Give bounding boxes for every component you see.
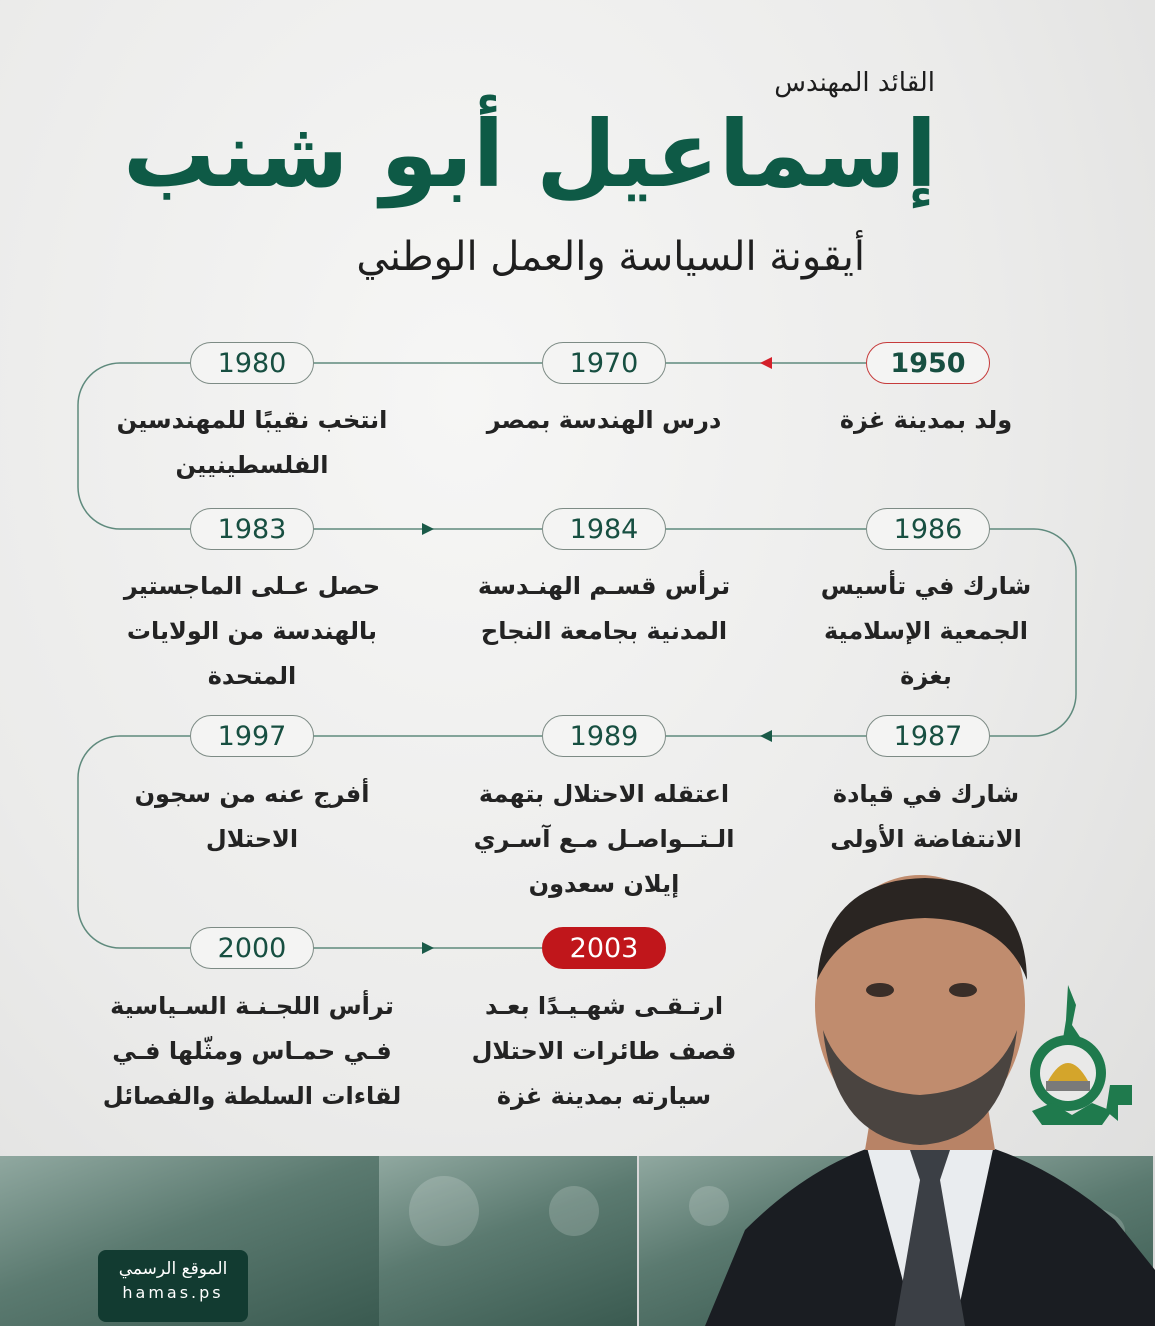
year-pill-1983: 1983 bbox=[190, 508, 314, 550]
year-pill-1987: 1987 bbox=[866, 715, 990, 757]
hamas-emblem-icon bbox=[1022, 985, 1140, 1135]
header-subtitle: القائد المهندس bbox=[774, 68, 935, 98]
event-text-1989: اعتقله الاحتلال بتهمة الـتــواصـل مـع آسـري إيلان سعدون bbox=[473, 780, 735, 898]
event-text-1984: ترأس قسـم الهنـدسة المدنية بجامعة النجاح bbox=[477, 572, 731, 645]
event-text-2003: ارتـقـى شهـيـدًا بعـد قصف طائرات الاحتلال سيارته بمدينة غزة bbox=[471, 992, 737, 1110]
page-title: إسماعيل أبو شنب bbox=[123, 101, 937, 208]
year-pill-1980: 1980 bbox=[190, 342, 314, 384]
site-badge bbox=[98, 1250, 248, 1322]
event-text-1970: درس الهندسة بمصر bbox=[486, 406, 722, 434]
year-pill-1950: 1950 bbox=[866, 342, 990, 384]
archive-photo-3 bbox=[379, 1156, 639, 1326]
arrow-icon-1 bbox=[760, 357, 772, 369]
year-pill-1984: 1984 bbox=[542, 508, 666, 550]
year-pill-2000: 2000 bbox=[190, 927, 314, 969]
year-pill-1989: 1989 bbox=[542, 715, 666, 757]
arrow-icon-3 bbox=[760, 730, 772, 742]
badge-label: الموقع الرسمي bbox=[118, 1259, 228, 1279]
event-text-1950: ولد بمدينة غزة bbox=[839, 406, 1013, 434]
event-text-1980: انتخب نقيبًا للمهندسين الفلسطينيين bbox=[116, 406, 388, 479]
event-text-1983: حصل عـلى الماجستير بالهندسة من الولايات المتحدة bbox=[123, 572, 381, 690]
event-text-1987: شارك في قيادة الانتفاضة الأولى bbox=[830, 780, 1022, 853]
arrow-icon-4 bbox=[422, 942, 434, 954]
event-text-2000: ترأس اللجـنـة السـياسية فـي حمـاس ومثّلها فـي لقاءات السلطة والفصائل bbox=[102, 992, 402, 1110]
year-pill-1970: 1970 bbox=[542, 342, 666, 384]
year-pill-2003: 2003 bbox=[542, 927, 666, 969]
year-pill-1986: 1986 bbox=[866, 508, 990, 550]
event-text-1986: شارك في تأسيس الجمعية الإسلامية بغزة bbox=[820, 572, 1032, 690]
event-text-1997: أفرج عنه من سجون الاحتلال bbox=[134, 780, 370, 853]
arrow-icon-2 bbox=[422, 523, 434, 535]
year-pill-1997: 1997 bbox=[190, 715, 314, 757]
badge-url: hamas.ps bbox=[122, 1283, 224, 1302]
page-tagline: أيقونة السياسة والعمل الوطني bbox=[356, 234, 865, 280]
